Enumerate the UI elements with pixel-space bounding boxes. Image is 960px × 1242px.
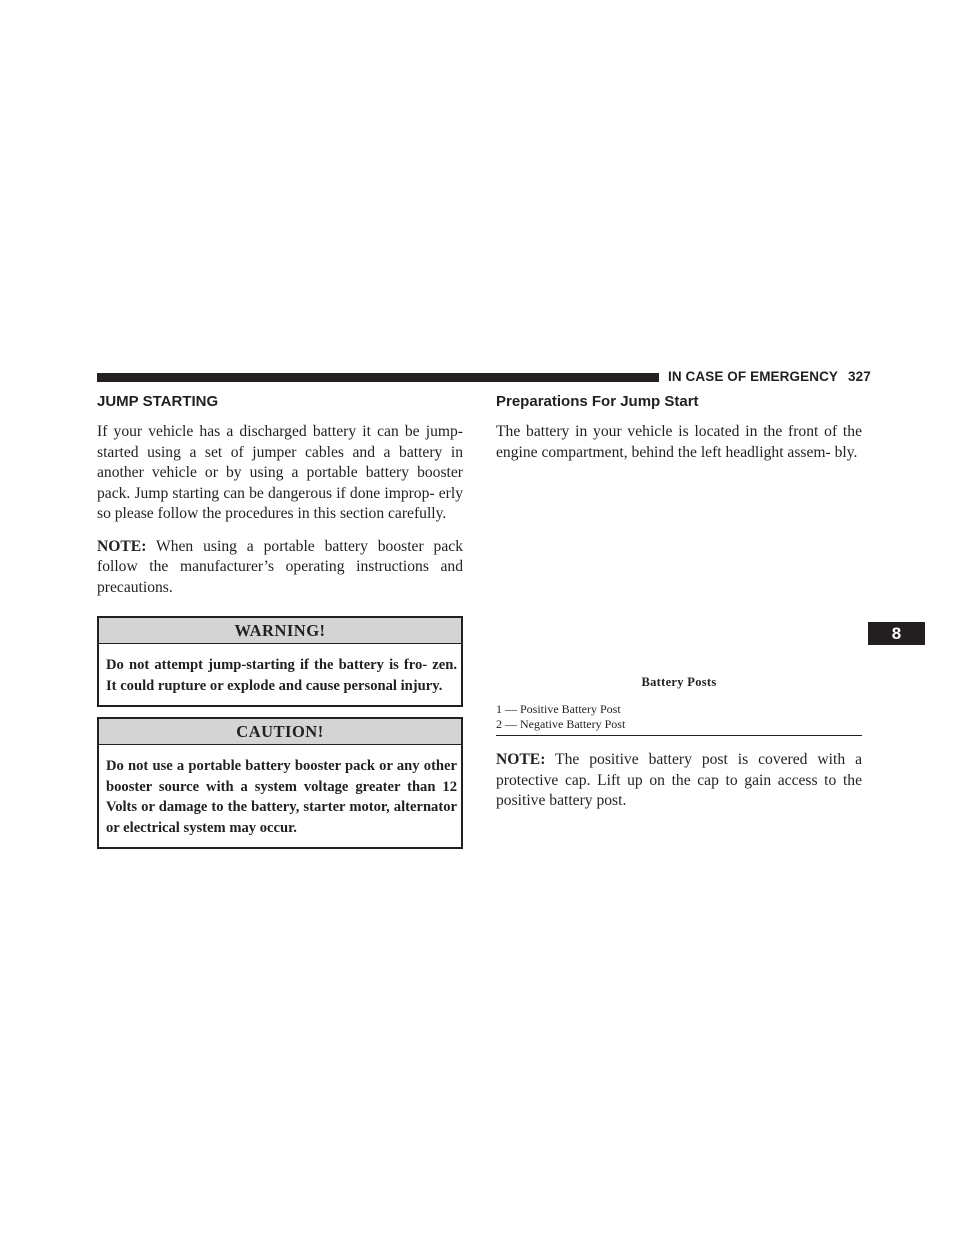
legend-item: 1 — Positive Battery Post — [496, 702, 621, 716]
positive-post-note — [496, 750, 862, 812]
figure-legend — [496, 702, 862, 736]
note-text: The positive battery post is covered with a protective cap. Lift up on the cap to gain access to the positive battery post. — [496, 751, 862, 809]
jump-starting-heading: JUMP STARTING — [97, 393, 219, 410]
jump-starting-paragraph: If your vehicle has a discharged battery it can be jump-started using a set of jumper cables and a battery in another vehicle or by using a portable battery booster pack. Jump starting can be dangerous if done improp- erly so please follow the procedures in this section carefully. — [97, 423, 463, 522]
preparations-heading: Preparations For Jump Start — [496, 393, 699, 410]
note-text: When using a portable battery booster pack follow the manufacturer’s operating instructions and precautions. — [97, 537, 463, 596]
warning-text: Do not attempt jump-starting if the battery is fro- zen. It could rupture or explode and cause personal injury. — [106, 657, 457, 694]
section-title: IN CASE OF EMERGENCY — [668, 369, 839, 384]
left-column — [97, 392, 463, 849]
figure-caption: Battery Posts — [641, 675, 717, 689]
battery-location-paragraph: The battery in your vehicle is located in the front of the engine compartment, behind the left headlight assem- bly. — [496, 423, 862, 461]
note-label: NOTE: — [97, 537, 147, 555]
warning-box — [97, 616, 463, 707]
running-header — [668, 369, 871, 384]
page-number: 327 — [848, 369, 871, 384]
booster-note — [97, 537, 463, 599]
chapter-tab: 8 — [868, 622, 925, 645]
caution-title: CAUTION! — [99, 719, 461, 745]
caution-box — [97, 717, 463, 849]
battery-figure-area — [496, 475, 862, 675]
header-rule — [97, 373, 659, 382]
note-label: NOTE: — [496, 751, 546, 768]
legend-item: 2 — Negative Battery Post — [496, 717, 626, 731]
warning-title: WARNING! — [99, 618, 461, 644]
right-column — [496, 392, 862, 824]
caution-text: Do not use a portable battery booster pack or any other booster source with a system voltage greater than 12 Volts or damage to the battery, starter motor, alternator or electrical system may occur. — [106, 758, 457, 836]
